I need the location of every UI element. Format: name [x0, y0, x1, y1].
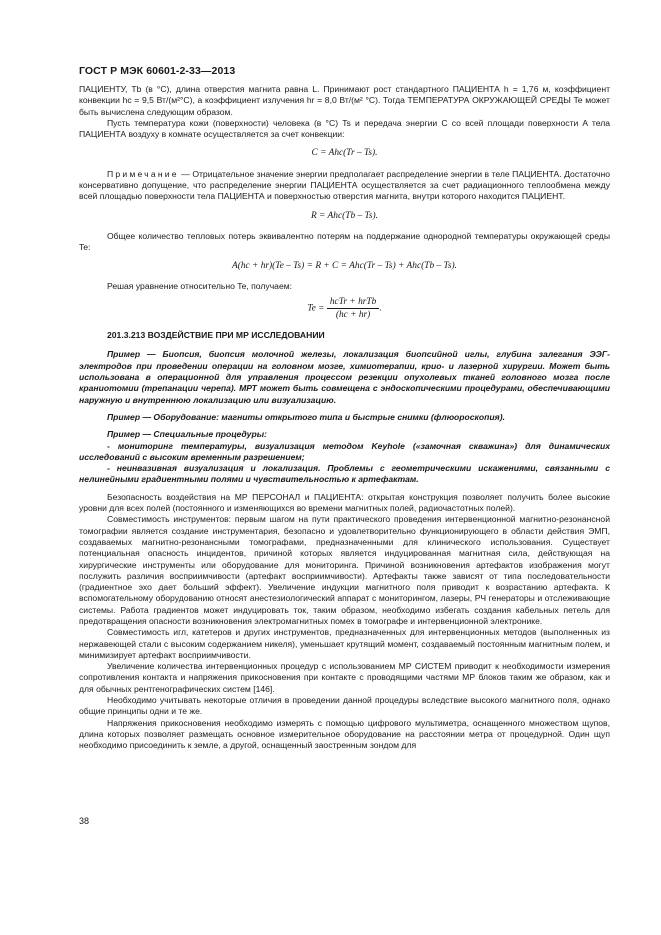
paragraph-8: Увеличение количества интервенционных процедур с использованием МР СИСТЕМ приводит к необходимости измерения сопротивления контакта и напряжения прикосновения при контакте с проводящими частями МР блоков таким же образом, как и для обычных рентгенографических систем [146]. [79, 661, 610, 694]
paragraph-7: Совместимость игл, катетеров и других инструментов, предназначенных для интервенционных методов (выполненных из нержавеющей стали с высоким содержанием никеля), уменьшает крутящий момент, создаваемый постоянным магнитным полем, и минимизирует артефакт восприимчивости. [79, 627, 610, 660]
formula-te-lhs: Te = [307, 303, 325, 314]
note-paragraph [79, 169, 610, 203]
formula-convection: C = Ahc(Tr – Ts). [311, 148, 378, 159]
formula-te-denominator: (hc + hr) [335, 310, 371, 321]
example-1: Пример — Биопсия, биопсия молочной железы, локализация биопсийной иглы, глубина залегания ЭЭГ-электродов при проведении операции на головном мозге, химиотерапии, крио- и лазерной хирургии. Может быть использована в операционной для управления процессом резекции опухолевых тканей головного мозга после краниотомии (трепанации черепа). МРТ может быть совмещена с эндоскопическими процедурами, обеспечивающими наружную и внутреннюю локализацию или визуализацию. [79, 349, 610, 405]
paragraph-2: Пусть температура кожи (поверхности) человека (в °С) Ts и передача энергии C со всей площади поверхности A тела ПАЦИЕНТА воздуху в комнате осуществляется за счет конвекции: [79, 117, 610, 140]
formula-te-fraction [327, 297, 382, 321]
paragraph-1: ПАЦИЕНТУ, Tb (в °С), длина отверстия магнита равна L. Принимают рост стандартного ПАЦИЕНТА h = 1,76 м, коэффициент конвекции hc = 9,5 Вт/(м²°С), а коэффициент излучения hr = 8,0 Вт/(м² °С). Тогда ТЕМПЕРАТУРА ОКРУЖАЮЩЕЙ СРЕДЫ Te может быть вычислена следующим образом. [79, 84, 610, 117]
formula-te-numerator: hcTr + hrTb [327, 297, 379, 309]
standard-header: ГОСТ Р МЭК 60601-2-33—2013 [79, 65, 236, 77]
formula-te [79, 297, 610, 320]
paragraph-3: Общее количество тепловых потерь эквивалентно потерям на поддержание однородной температуры окружающей среды Te: [79, 230, 610, 253]
paragraph-4: Решая уравнение относительно Te, получаем: [107, 280, 293, 291]
example-3-bullet-1: - мониторинг температуры, визуализация методом Keyhole («замочная скважина») для динамических исследований с высоким временным разрешением; [79, 440, 610, 462]
example-3-bullet-2: - неинвазивная визуализация и локализация. Проблемы с геометрическими искажениями, связанными с нелинейными градиентными полями и чувствительностью к артефактам. [79, 463, 610, 485]
formula-te-end: . [379, 303, 382, 314]
formula-radiation: R = Ahc(Tb – Ts). [310, 210, 378, 221]
paragraph-6: Совместимость инструментов: первым шагом на пути практического проведения интервенционной магнитно-резонансной томографии является создание инструментария, безопасно и удовлетворительно функционирующего в области действия ЭМП, создаваемых магнитно-резонансными томографами, предназначенными для клинического использования. Существует потенциальная опасность инцидентов, причиной которых является индуцированная магнитная сила, действующая на хирургические инструменты или оборудование для мониторинга. Причиной возникновения артефактов изображения могут послужить различия восприимчивости (артефакт восприимчивости). Артефакты также зависят от типа последовательности (градиентное эхо дает больший эффект). Увеличение индукции магнитного поля приводит к возрастанию артефакта. К вспомогательному оборудованию относят анестезиологический аппарат с мониторингом, лазеры, РЧ генераторы и отслеживающие системы. Работа градиентов может индуцировать ток, таким образом, необходимо избегать создания кабельных петель для предотвращения опасности возникновения электромагнитных помех в томографе и интервенционной электронике. [79, 514, 610, 626]
paragraph-5: Безопасность воздействия на МР ПЕРСОНАЛ и ПАЦИЕНТА: открытая конструкция позволяет получить более высокие уровни для всех полей (постоянного и изменяющихся во времени магнитных полей, радиочастотных полей). [79, 491, 610, 514]
section-heading: 201.3.213 ВОЗДЕЙСТВИЕ ПРИ МР ИССЛЕДОВАНИИ [107, 330, 325, 341]
note-text: — Отрицательное значение энергии предполагает распределение энергии в теле ПАЦИЕНТА. Достаточно консервативно допущение, что распределение энергии ПАЦИЕНТА осуществляется за счет радиационного теплообмена между всей площадью поверхности тела ПАЦИЕНТА и поверхностью отверстия магнита, внутри которого находится ПАЦИЕНТ. [79, 168, 610, 202]
example-2: Пример — Оборудование: магниты открытого типа и быстрые снимки (флюороскопия). [107, 411, 505, 422]
paragraph-9: Необходимо учитывать некоторые отличия в проведении данной процедуры вследствие высокого магнитного поля, однако общие принципы одни и те же. [79, 695, 610, 717]
page-number: 38 [79, 816, 90, 826]
text-column [79, 84, 610, 752]
example-3-title: Пример — Специальные процедуры: [107, 429, 267, 440]
note-label: Примечание [107, 168, 179, 179]
paragraph-10: Напряжения прикосновения необходимо измерять с помощью цифрового мультиметра, оснащенного множеством щупов, длина которых позволяет размещать основное измерительное оборудование на расстоянии метра от процедурной. Один щуп необходимо присоединить к земле, а другой, оснащенный заостренным зондом для [79, 717, 610, 751]
formula-total-loss: A(hc + hr)(Te – Ts) = R + C = Ahc(Tr – Ts) + Ahc(Tb – Ts). [232, 260, 457, 271]
